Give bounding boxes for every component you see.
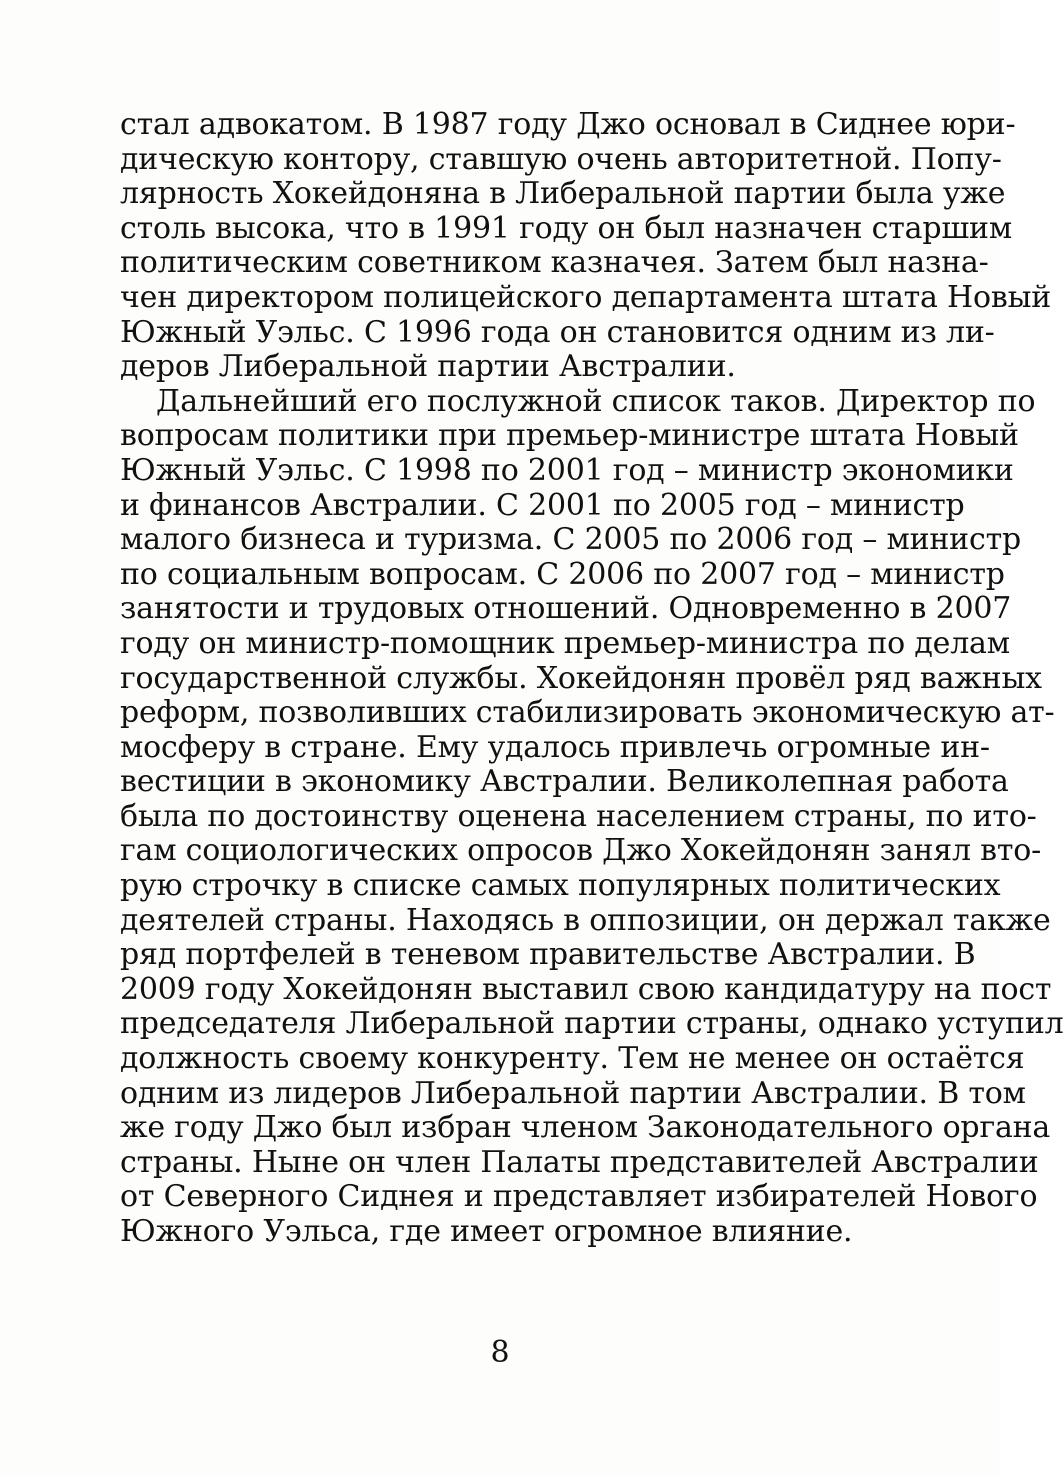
text-line: Южный Уэльс. С 1996 года он становится одним из ли- — [120, 314, 995, 350]
text-line: лярность Хокейдоняна в Либеральной партии была уже — [120, 176, 1006, 212]
text-line: мосферу в стране. Ему удалось привлечь огромные ин- — [120, 729, 990, 765]
text-line: вестиции в экономику Австралии. Великолепная работа — [120, 764, 1009, 800]
text-line: столь высока, что в 1991 году он был назначен старшим — [120, 210, 1012, 246]
text-line: страны. Ныне он член Палаты представителей Австралии — [120, 1144, 1039, 1180]
text-line: занятости и трудовых отношений. Одновременно в 2007 — [120, 591, 1012, 627]
text-line: стал адвокатом. В 1987 году Джо основал в Сиднее юри- — [120, 107, 1016, 142]
text-line: государственной службы. Хокейдонян провёл ряд важных — [120, 660, 1042, 696]
text-line: деятелей страны. Находясь в оппозиции, он держал также — [120, 902, 1051, 938]
text-line: Дальнейший его послужной список таков. Директор по — [156, 383, 1036, 419]
text-line: чен директором полицейского департамента штата Новый — [120, 279, 1052, 315]
text-line: же году Джо был избран членом Законодательного органа — [120, 1110, 1051, 1146]
text-line: 2009 году Хокейдонян выставил свою кандидатуру на пост — [120, 971, 1052, 1007]
paragraph-1 — [120, 107, 1052, 385]
text-line: малого бизнеса и туризма. С 2005 по 2006 год – министр — [120, 522, 1021, 558]
text-line: политическим советником казначея. Затем был назна- — [120, 245, 989, 281]
text-line: и финансов Австралии. С 2001 по 2005 год – министр — [120, 487, 965, 523]
text-line: дическую контору, ставшую очень авторитетной. Попу- — [120, 141, 1002, 177]
text-line: гам социологических опросов Джо Хокейдонян занял вто- — [120, 833, 1042, 869]
text-line: от Северного Сиднея и представляет избирателей Нового — [120, 1179, 1038, 1215]
text-line: деров Либеральной партии Австралии. — [120, 349, 736, 385]
paragraph-2 — [120, 383, 1063, 1250]
text-line: одним из лидеров Либеральной партии Австралии. В том — [120, 1075, 1026, 1111]
text-line: по социальным вопросам. С 2006 по 2007 год – министр — [120, 556, 1005, 592]
text-line: Южный Уэльс. С 1998 по 2001 год – министр экономики — [120, 452, 1014, 488]
text-line: реформ, позволивших стабилизировать экономическую ат- — [120, 695, 1055, 731]
text-line: рую строчку в списке самых популярных политических — [120, 868, 1001, 904]
text-line: году он министр-помощник премьер-министра по делам — [120, 625, 1010, 661]
text-line: должность своему конкуренту. Тем не менее он остаётся — [120, 1041, 1025, 1077]
text-line: ряд портфелей в теневом правительстве Австралии. В — [120, 937, 976, 973]
text-line: председателя Либеральной партии страны, однако уступил — [120, 1006, 1063, 1042]
page-number: 8 — [490, 1335, 510, 1370]
text-line: была по достоинству оценена населением страны, по ито- — [120, 798, 1037, 834]
body-text — [120, 107, 1063, 1250]
text-line: Южного Уэльса, где имеет огромное влияние. — [120, 1214, 853, 1249]
text-line: вопросам политики при премьер-министре штата Новый — [120, 418, 1019, 454]
